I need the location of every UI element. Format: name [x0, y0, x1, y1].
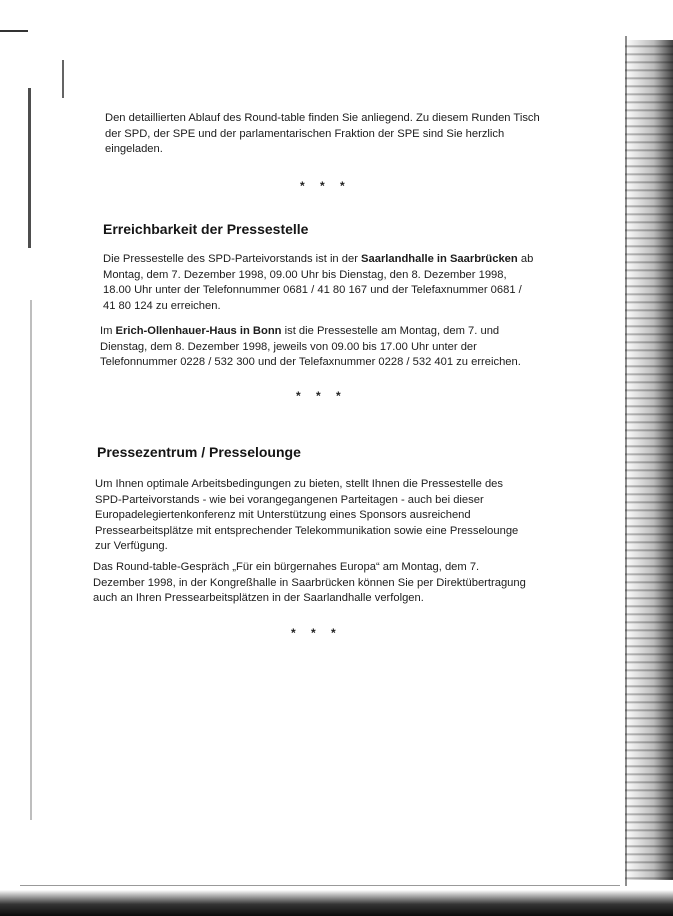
pressezentrum-paragraph-2: Das Round-table-Gespräch „Für ein bürgernahes Europa“ am Montag, dem 7. Dezember 1998, in der Kongreßhalle in Saarbrücken können Sie per Direktübertragung auch an Ihren Pressearbeitsplätzen in der Saarlandhalle verfolgen. [93, 561, 526, 605]
intro-paragraph: Den detaillierten Ablauf des Round-table finden Sie anliegend. Zu diesem Runden Tisch der SPD, der SPE und der parlamentarischen Fraktion der SPE sind Sie herzlich eingeladen. [105, 112, 540, 156]
scan-artifact-bottom-line [20, 885, 620, 886]
scan-artifact-bottom-edge [0, 890, 673, 916]
pressestelle-p2-text-b: ist die Pressestelle am Montag, dem 7. und Dienstag, dem 8. Dezember 1998, jeweils von 09.00 bis 17.00 Uhr unter der Telefonnummer 0228 / 532 300 und der Telefaxnummer 0228 / 532 401 zu erreichen. [100, 325, 521, 369]
pressestelle-paragraph-2 [100, 324, 532, 371]
pressestelle-paragraph-1 [103, 252, 535, 314]
separator-3: * * * [291, 626, 342, 640]
scan-artifact-tick [62, 60, 64, 98]
pressezentrum-paragraph-1: Um Ihnen optimale Arbeitsbedingungen zu bieten, stellt Ihnen die Pressestelle des SPD-Parteivorstands - wie bei vorangegangenen Parteitagen - auch bei dieser Europadelegiertenkonferenz mit Unterstützung eines Sponsors ausreichend Pressearbeitsplätze mit entsprechender Telekommunikation sowie eine Presselounge zur Verfügung. [95, 478, 519, 553]
pressestelle-p2-location: Erich-Ollenhauer-Haus in Bonn [115, 325, 282, 337]
separator-2: * * * [296, 389, 347, 403]
scan-artifact-top [0, 30, 28, 32]
scan-artifact-left [28, 88, 31, 248]
pressestelle-p2-text-a: Im [100, 325, 116, 337]
pressestelle-p1-location: Saarlandhalle in Saarbrücken [361, 253, 518, 265]
section-heading-pressezentrum: Pressezentrum / Presselounge [97, 444, 301, 460]
scan-artifact-left-faint [30, 300, 32, 820]
separator-1: * * * [300, 179, 351, 193]
scan-artifact-right-edge [625, 40, 673, 880]
pressestelle-p1-text-a: Die Pressestelle des SPD-Parteivorstands ist in der [103, 253, 362, 265]
pressestelle-p1-text-b: ab Montag, dem 7. Dezember 1998, 09.00 Uhr bis Dienstag, den 8. Dezember 1998, 18.00 Uhr unter der Telefonnummer 0681 / 41 80 167 und der Telefaxnummer 0681 / 41 80 124 zu erreichen. [103, 253, 534, 312]
section-heading-pressestelle: Erreichbarkeit der Pressestelle [103, 221, 309, 237]
